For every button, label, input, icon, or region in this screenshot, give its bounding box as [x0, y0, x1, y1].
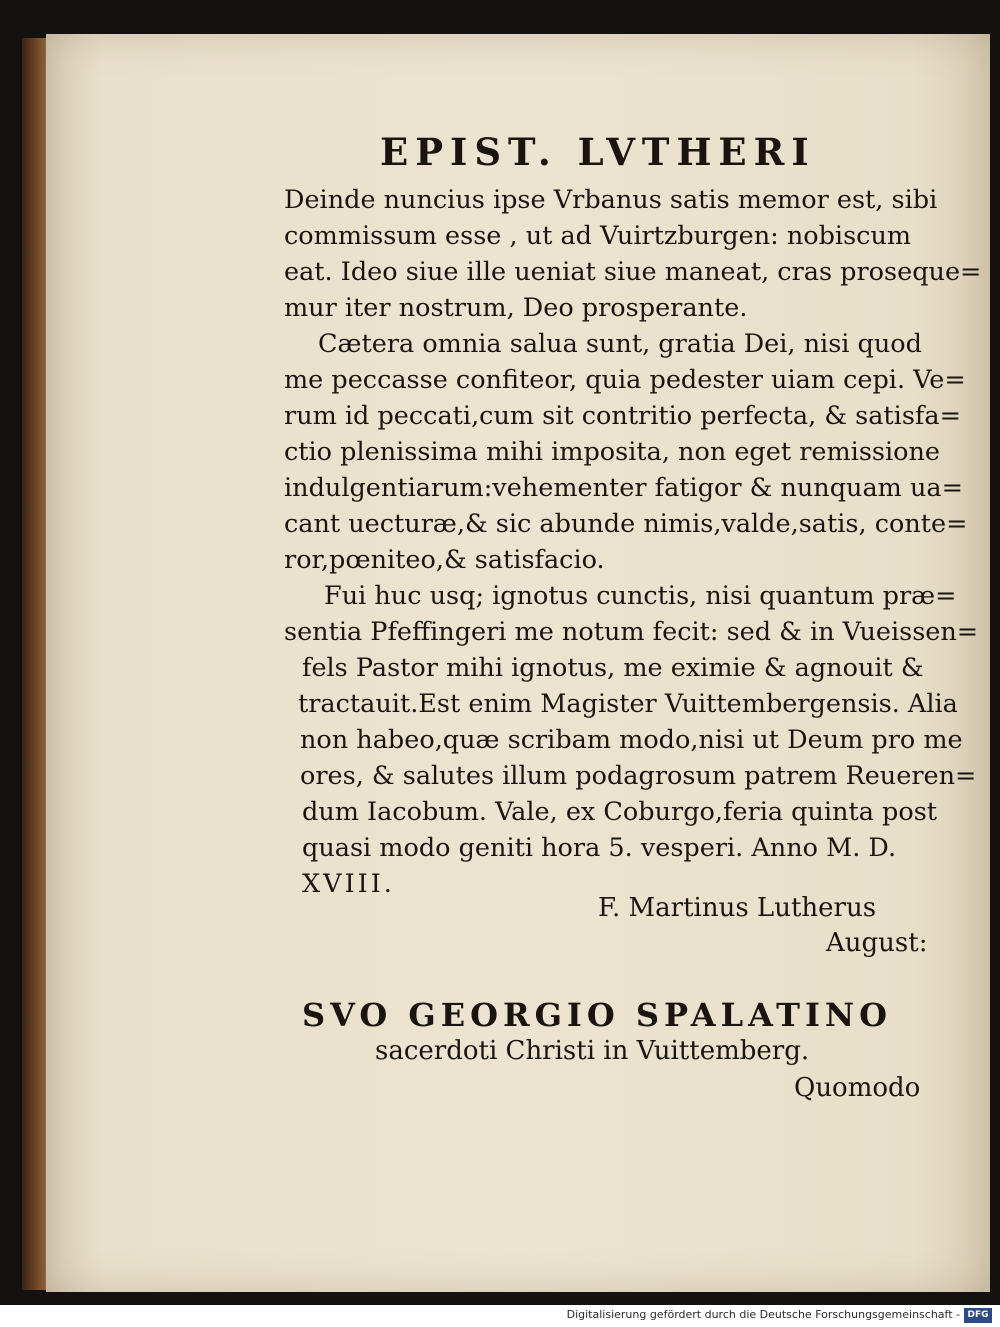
text-line: ores, & salutes illum podagrosum patrem Reueren= [300, 761, 977, 791]
footer-bar [0, 1305, 1000, 1327]
text-line: eat. Ideo siue ille ueniat siue maneat, cras proseque= [284, 257, 982, 287]
text-line: Cætera omnia salua sunt, gratia Dei, nisi quod [318, 329, 922, 359]
address-heading: SVO GEORGIO SPALATINO [302, 996, 893, 1034]
text-line: me peccasse confiteor, quia pedester uiam cepi. Ve= [284, 365, 966, 395]
text-line: fels Pastor mihi ignotus, me eximie & agnouit & [302, 653, 924, 683]
text-line: XVIII. [302, 869, 395, 899]
running-head: EPIST. LVTHERI [380, 130, 816, 174]
text-line: quasi modo geniti hora 5. vesperi. Anno M. D. [302, 833, 897, 863]
text-line: ctio plenissima mihi imposita, non eget remissione [284, 437, 941, 467]
address-subheading: sacerdoti Christi in Vuittemberg. [375, 1036, 810, 1066]
text-line: rum id peccati,cum sit contritio perfecta, & satisfa= [284, 401, 961, 431]
text-line: cant uecturæ,& sic abunde nimis,valde,satis, conte= [284, 509, 968, 539]
signature-title: August: [826, 928, 928, 958]
text-line: Fui huc usq; ignotus cunctis, nisi quantum præ= [324, 581, 957, 611]
text-line: ror,pœniteo,& satisfacio. [284, 545, 605, 575]
catchword: Quomodo [794, 1073, 921, 1103]
text-line: indulgentiarum:vehementer fatigor & nunquam ua= [284, 473, 963, 503]
funding-credit: Digitalisierung gefördert durch die Deutsche Forschungsgemeinschaft - [566, 1308, 960, 1321]
text-line: non habeo,quæ scribam modo,nisi ut Deum pro me [300, 725, 963, 755]
text-line: commissum esse , ut ad Vuirtzburgen: nobiscum [284, 221, 912, 251]
text-line: Deinde nuncius ipse Vrbanus satis memor est, sibi [284, 185, 938, 215]
signature-name: F. Martinus Lutherus [598, 893, 877, 923]
text-line: sentia Pfeffingeri me notum fecit: sed & in Vueissen= [284, 617, 979, 647]
dfg-logo: DFG [964, 1308, 992, 1323]
text-line: dum Iacobum. Vale, ex Coburgo,feria quinta post [302, 797, 938, 827]
text-line: mur iter nostrum, Deo prosperante. [284, 293, 748, 323]
text-line: tractauit.Est enim Magister Vuittembergensis. Alia [298, 689, 958, 719]
